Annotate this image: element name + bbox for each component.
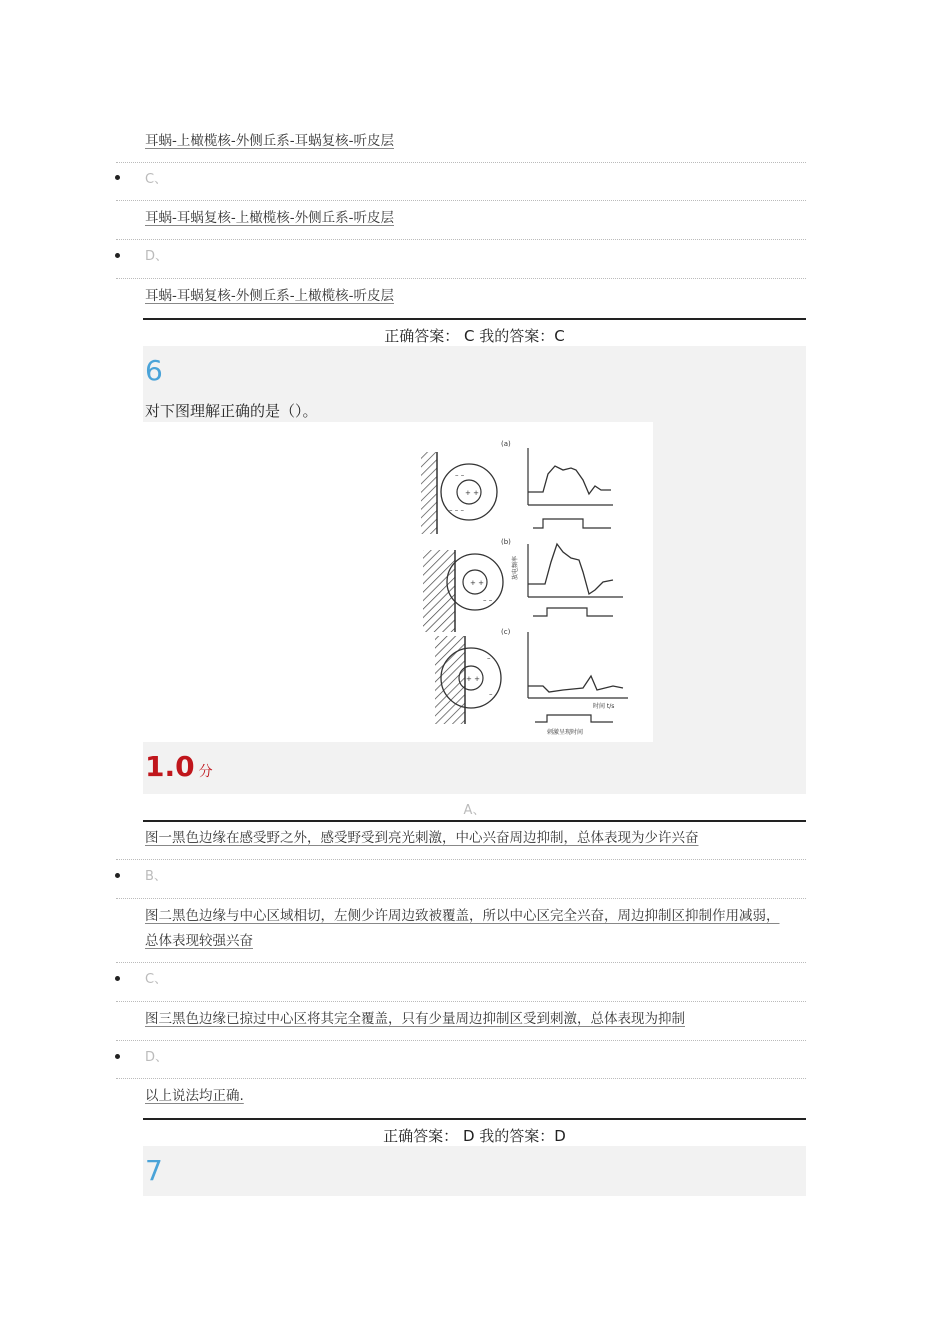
svg-text:+ +: + + bbox=[470, 579, 484, 587]
q6-option-a-letter[interactable]: A、 bbox=[463, 803, 486, 818]
bullet-icon bbox=[115, 1054, 120, 1059]
divider bbox=[116, 962, 806, 963]
q6-option-a-text[interactable]: 图一黑色边缘在感受野之外，感受野受到亮光刺激，中心兴奋周边抑制，总体表现为少许兴奋 bbox=[145, 830, 699, 846]
q6-option-d-letter[interactable]: D、 bbox=[145, 1050, 169, 1065]
q5-answer: 正确答案： C 我的答案：C bbox=[384, 327, 565, 345]
bullet-icon bbox=[115, 175, 120, 180]
q6-question-text: 对下图理解正确的是（）。 bbox=[145, 402, 318, 420]
figure-stim-label: 刺激呈现时间 bbox=[547, 729, 584, 736]
divider bbox=[116, 200, 806, 201]
q5-option-c-letter[interactable]: C、 bbox=[145, 172, 168, 187]
q6-answer: 正确答案： D 我的答案：D bbox=[383, 1127, 566, 1145]
q6-option-b-letter[interactable]: B、 bbox=[145, 869, 167, 884]
figure-ylabel: 放电频率 bbox=[512, 555, 519, 580]
divider bbox=[116, 859, 806, 860]
q6-option-c-letter[interactable]: C、 bbox=[145, 972, 168, 987]
figure-label-b: (b) bbox=[501, 538, 511, 546]
figure-label-a: (a) bbox=[501, 440, 511, 448]
divider bbox=[116, 1040, 806, 1041]
q6-option-d-text[interactable]: 以上说法均正确. bbox=[145, 1088, 244, 1104]
bullet-icon bbox=[115, 253, 120, 258]
svg-text:–: – bbox=[487, 654, 491, 662]
q6-figure-panel bbox=[143, 422, 653, 742]
svg-text:– –: – – bbox=[455, 471, 465, 479]
q5-option-d-letter[interactable]: D、 bbox=[145, 249, 169, 264]
q7-number: 7 bbox=[145, 1154, 163, 1187]
divider bbox=[116, 1001, 806, 1002]
option-a-divider bbox=[143, 820, 806, 822]
bullet-icon bbox=[115, 976, 120, 981]
divider bbox=[116, 898, 806, 899]
divider bbox=[116, 278, 806, 279]
svg-text:–: – bbox=[489, 690, 493, 698]
q6-option-b-text-line1[interactable]: 图二黑色边缘与中心区域相切，左侧少许周边致被覆盖，所以中心区完全兴奋，周边抑制区抑制作用减弱， bbox=[145, 908, 780, 924]
q5-option-b-text: 耳蜗-上橄榄核-外侧丘系-耳蜗复核-听皮层 bbox=[145, 133, 394, 149]
q6-score bbox=[145, 750, 213, 783]
q6-question-box bbox=[143, 346, 806, 794]
figure-label-c: (c) bbox=[501, 628, 511, 636]
q6-option-c-text[interactable]: 图三黑色边缘已掠过中心区将其完全覆盖，只有少量周边抑制区受到刺激，总体表现为抑制 bbox=[145, 1011, 685, 1027]
divider bbox=[116, 239, 806, 240]
q6-score-unit: 分 bbox=[198, 764, 213, 780]
svg-text:– – –: – – – bbox=[449, 506, 464, 514]
answer-divider bbox=[143, 1118, 806, 1120]
q6-score-value: 1.0 bbox=[145, 750, 195, 783]
q5-option-c-text[interactable]: 耳蜗-耳蜗复核-上橄榄核-外侧丘系-听皮层 bbox=[145, 210, 394, 226]
answer-divider bbox=[143, 318, 806, 320]
svg-text:+ +: + + bbox=[465, 489, 479, 497]
divider bbox=[116, 1078, 806, 1079]
q6-option-b-text-line2[interactable]: 总体表现较强兴奋 bbox=[145, 933, 253, 949]
q7-question-box bbox=[143, 1146, 806, 1196]
figure-xlabel: 时间 t/s bbox=[593, 703, 615, 710]
receptive-field-figure bbox=[143, 422, 653, 742]
bullet-icon bbox=[115, 873, 120, 878]
q5-option-d-text[interactable]: 耳蜗-耳蜗复核-外侧丘系-上橄榄核-听皮层 bbox=[145, 288, 394, 304]
divider bbox=[116, 162, 806, 163]
svg-text:+ +: + + bbox=[466, 675, 480, 683]
svg-text:– –: – – bbox=[483, 596, 493, 604]
q6-number: 6 bbox=[145, 354, 163, 387]
